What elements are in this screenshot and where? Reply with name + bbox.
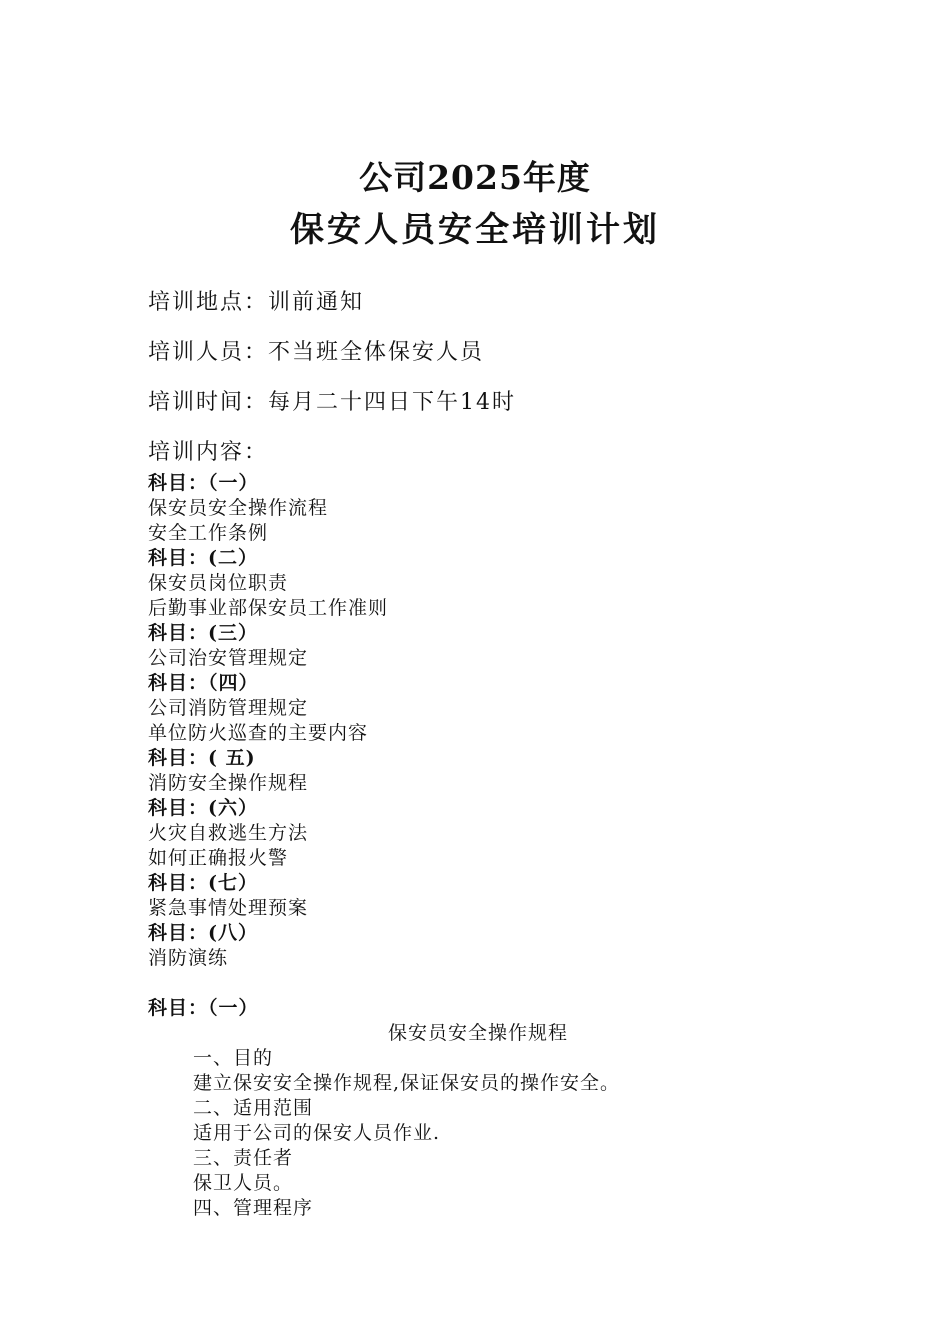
subject-item: 如何正确报火警 (148, 847, 289, 869)
subject-item: 紧急事情处理预案 (148, 897, 309, 919)
subject-item: 消防演练 (148, 947, 229, 969)
subject-item: 火灾自救逃生方法 (148, 822, 309, 844)
section-line: 三、责任者 (193, 1147, 294, 1169)
subject-heading: 科目：( 五) (148, 747, 256, 769)
subject-list (148, 471, 848, 971)
subject-heading: 科目：(三） (148, 622, 258, 644)
subject-item: 保安员岗位职责 (148, 572, 289, 594)
subject-item: 单位防火巡查的主要内容 (148, 722, 369, 744)
section-subject-1 (148, 996, 848, 1221)
subject-heading: 科目：（四） (148, 672, 259, 694)
subject-item: 安全工作条例 (148, 522, 269, 544)
subject-heading: 科目：(六） (148, 797, 258, 819)
section-line: 适用于公司的保安人员作业. (193, 1122, 441, 1144)
subject-item: 消防安全操作规程 (148, 772, 309, 794)
document-title-line2: 保安人员安全培训计划 (290, 210, 660, 250)
subject-heading: 科目：(二） (148, 547, 258, 569)
training-content-label: 培训内容： (148, 440, 269, 465)
subject-item: 后勤事业部保安员工作准则 (148, 597, 389, 619)
subject-item: 公司消防管理规定 (148, 697, 309, 719)
subject-heading: 科目：（一） (148, 472, 259, 494)
section-heading: 科目：（一） (148, 997, 259, 1019)
document-title-line1: 公司2025年度 (359, 158, 591, 197)
section-line: 一、目的 (193, 1047, 274, 1069)
subject-item: 公司治安管理规定 (148, 647, 309, 669)
training-time: 培训时间：每月二十四日下午14时 (148, 390, 516, 415)
section-line: 二、适用范围 (193, 1097, 314, 1119)
subject-heading: 科目：(七） (148, 872, 258, 894)
section-line: 建立保安安全操作规程,保证保安员的操作安全。 (193, 1072, 621, 1094)
section-title: 保安员安全操作规程 (387, 1022, 568, 1044)
subject-item: 保安员安全操作流程 (148, 497, 329, 519)
training-location: 培训地点：训前通知 (148, 290, 365, 315)
subject-heading: 科目：(八） (148, 922, 258, 944)
training-personnel: 培训人员：不当班全体保安人员 (148, 340, 485, 365)
section-line: 保卫人员。 (193, 1172, 294, 1194)
section-line: 四、管理程序 (193, 1197, 314, 1219)
